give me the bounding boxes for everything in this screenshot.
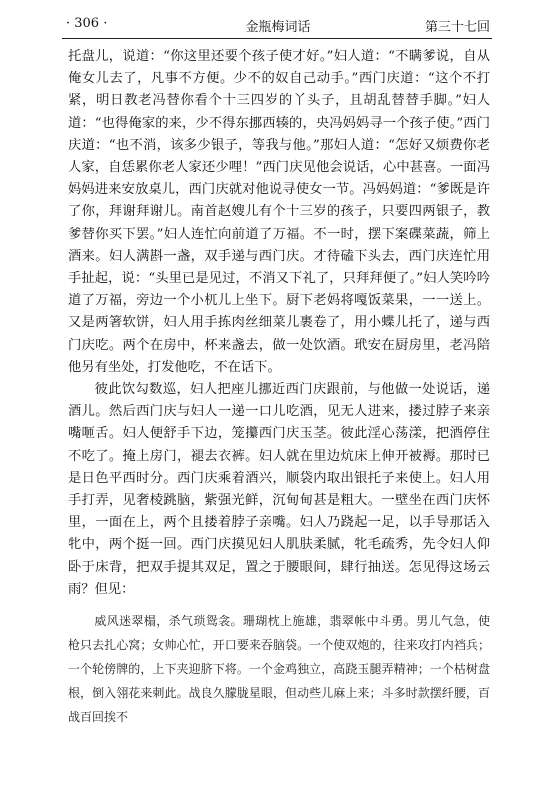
paragraph-2: 彼此饮勾数巡，妇人把座儿挪近西门庆跟前，与他做一处说话，递酒儿。然后西门庆与妇人一递一口儿吃酒，见无人进来，搂过脖子来亲嘴咂舌。妇人便舒手下边，笼攥西门庆玉茎。彼此淫心荡漾，把酒停住不吃了。掩上房门，褪去衣裤。妇人就在里边炕床上伸开被褥。那时已是日色平西时分。西门庆乘着酒兴，顺袋内取出银托子来使上。妇人用手打弄，见奢棱跳脑，紫强光鲜，沉甸甸甚是粗大。一壁坐在西门庆怀里，一面在上，两个且搂着脖子亲嘴。妇人乃跷起一足，以手导那话入牝中，两个挺一回。西门庆摸见妇人肌肤柔腻，牝毛疏秀，先令妇人仰卧于床背，把双手提其双足，置之于腰眼间，肆行抽送。怎见得这场云雨？但见： <box>68 382 490 597</box>
header-rule <box>62 38 492 39</box>
page-header <box>66 12 490 38</box>
verse-block: 威风迷翠榻，杀气琐鸳衾。珊瑚枕上施雄，翡翠帐中斗勇。男儿气急，使枪只去扎心窝；女帅心忙，开口要来吞脑袋。一个使双炮的，往来攻打内裆兵；一个轮傍牌的，上下夹迎脐下将。一个金鸡独立，高跷玉腿弄精神；一个枯树盘根，倒入翎花来刺此。战良久朦胧星眼，但动些儿麻上来；斗多时款摆纤腰，百战百回挨不 <box>68 614 490 725</box>
chapter-title: 第三十七回 <box>424 20 490 35</box>
paragraph-1: 托盘儿，说道：“你这里还要个孩子使才好。”妇人道：“不瞒爹说，自从俺女儿去了，凡事不方便。少不的奴自己动手。”西门庆道：“这个不打紧，明日教老冯替你看个十三四岁的丫头子，且胡乱替替手脚。”妇人道：“也得俺家的来，少不得东挪西辏的，央冯妈妈寻一个孩子使。”西门庆道：“也不消，该多少银子，等我与他。”那妇人道：“怎好又烦费你老人家，自恁累你老人家还少哩！”西门庆见他会说话，心中甚喜。一面冯妈妈进来安放桌儿，西门庆就对他说寻使女一节。冯妈妈道：“爹既是许了你，拜谢拜谢儿。南首赵嫂儿有个十三岁的孩子，只要四两银子，教爹替你买下罢。”妇人连忙向前道了万福。不一时，摆下案碟菜蔬，筛上酒来。妇人满斟一盏，双手递与西门庆。才待磕下头去，西门庆连忙用手扯起，说：“头里已是见过，不消又下礼了，只拜拜便了。”妇人笑吟吟道了万福，旁边一个小杌儿上坐下。厨下老妈将嘎饭菜果，一一送上。又是两箸软饼，妇人用手拣肉丝细菜儿裹卷了，用小蝶儿托了，递与西门庆吃。两个在房中，杯来盏去，做一处饮酒。玳安在厨房里，老冯陪他另有坐处，打发他吃，不在话下。 <box>68 49 490 375</box>
page-number: · 306 · <box>66 16 108 31</box>
book-title: 金瓶梅词话 <box>245 20 311 35</box>
page-body <box>68 46 490 783</box>
